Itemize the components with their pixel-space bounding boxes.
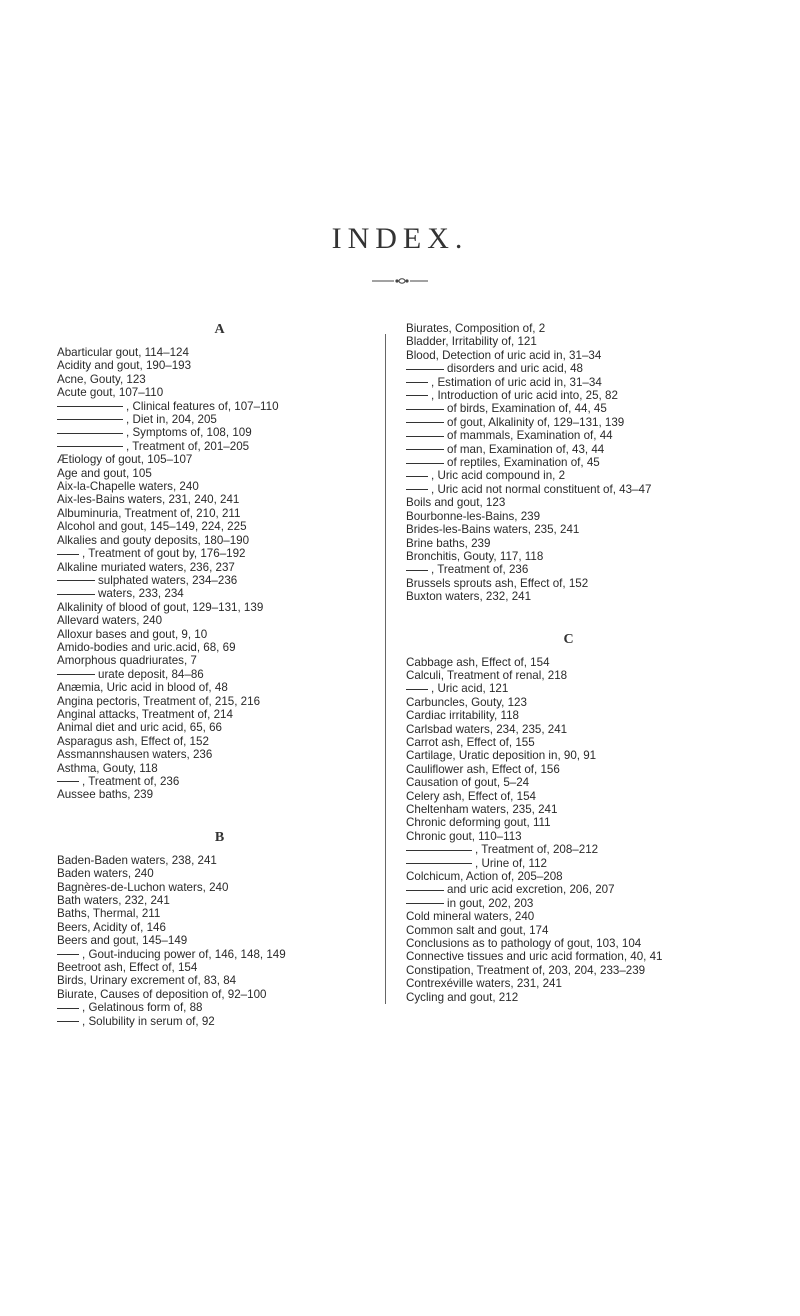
index-entry: Bladder, Irritability of, 121	[406, 335, 537, 349]
index-entry: , Solubility in serum of, 92	[57, 1015, 382, 1028]
index-entry: Carbuncles, Gouty, 123	[406, 695, 527, 709]
index-entry: , Uric acid, 121	[406, 682, 731, 695]
index-entry: Baden waters, 240	[57, 867, 154, 881]
index-entry: Biurates, Composition of, 2	[406, 322, 546, 335]
index-entry: Bath waters, 232, 241	[57, 894, 170, 908]
index-entry: , Uric acid compound in, 2	[406, 469, 731, 482]
index-entry: in gout, 202, 203	[406, 897, 731, 910]
index-entry: waters, 233, 234	[57, 587, 382, 600]
title-ornament	[372, 276, 428, 286]
index-entry: of reptiles, Examination of, 45	[406, 456, 731, 469]
index-entry: Cold mineral waters, 240	[406, 910, 535, 924]
index-entry: , Urine of, 112	[406, 857, 731, 870]
index-entry: Common salt and gout, 174	[406, 923, 549, 937]
index-entry: Colchicum, Action of, 205–208	[406, 870, 563, 884]
index-entry: , Introduction of uric acid into, 25, 82	[406, 389, 731, 402]
index-entry: , Estimation of uric acid in, 31–34	[406, 376, 731, 389]
section-letter-a: A	[214, 322, 225, 337]
index-entry: of mammals, Examination of, 44	[406, 429, 731, 442]
index-entry: Alkalinity of blood of gout, 129–131, 139	[57, 600, 264, 614]
index-entry: Contrexéville waters, 231, 241	[406, 977, 562, 991]
index-entry: Beers and gout, 145–149	[57, 934, 188, 948]
index-entry: Cabbage ash, Effect of, 154	[406, 655, 550, 669]
index-entry: Amido-bodies and uric.acid, 68, 69	[57, 640, 236, 654]
index-entry: Baden-Baden waters, 238, 241	[57, 853, 217, 867]
index-entry: Cauliflower ash, Effect of, 156	[406, 762, 560, 776]
page-title: INDEX.	[331, 222, 469, 255]
index-entry: Assmannshausen waters, 236	[57, 748, 213, 762]
entries-a	[57, 346, 382, 802]
index-entry: Buxton waters, 232, 241	[406, 590, 532, 604]
index-entry: Albuminuria, Treatment of, 210, 211	[57, 506, 241, 520]
index-entry: Cycling and gout, 212	[406, 990, 519, 1004]
index-entry: , Treatment of, 201–205	[57, 440, 382, 453]
index-entry: Bronchitis, Gouty, 117, 118	[406, 549, 544, 563]
index-entry: of birds, Examination of, 44, 45	[406, 402, 731, 415]
index-entry: Carlsbad waters, 234, 235, 241	[406, 722, 568, 736]
index-entry: Asthma, Gouty, 118	[57, 761, 158, 775]
index-entry: Bagnères-de-Luchon waters, 240	[57, 880, 229, 894]
index-entry: Asparagus ash, Effect of, 152	[57, 734, 209, 748]
index-entry: Blood, Detection of uric acid in, 31–34	[406, 348, 602, 362]
index-entry: Brussels sprouts ash, Effect of, 152	[406, 576, 589, 590]
index-entry: Chronic gout, 110–113	[406, 829, 522, 843]
index-entry: Aix-la-Chapelle waters, 240	[57, 480, 199, 494]
index-entry: urate deposit, 84–86	[57, 668, 382, 681]
index-entry: Conclusions as to pathology of gout, 103, 104	[406, 937, 642, 951]
index-entry: Alkaline muriated waters, 236, 237	[57, 560, 235, 574]
index-entry: , Treatment of, 236	[406, 563, 731, 576]
index-entry: Birds, Urinary excrement of, 83, 84	[57, 974, 237, 988]
index-entry: Cheltenham waters, 235, 241	[406, 803, 558, 816]
index-entry: Causation of gout, 5–24	[406, 776, 530, 790]
index-entry: Brides-les-Bains waters, 235, 241	[406, 523, 580, 537]
entries-c	[406, 656, 731, 1005]
index-entry: Baths, Thermal, 211	[57, 907, 161, 921]
index-entry: Bourbonne-les-Bains, 239	[406, 509, 541, 523]
index-entry: Anæmia, Uric acid in blood of, 48	[57, 681, 228, 695]
index-entry: , Treatment of, 236	[57, 775, 382, 788]
index-entry: , Uric acid not normal constituent of, 43–47	[406, 483, 731, 496]
index-entry: sulphated waters, 234–236	[57, 574, 382, 587]
index-entry: of man, Examination of, 43, 44	[406, 443, 731, 456]
index-entry: Calculi, Treatment of renal, 218	[406, 668, 568, 682]
index-entry: Carrot ash, Effect of, 155	[406, 735, 535, 749]
index-entry: Alloxur bases and gout, 9, 10	[57, 627, 208, 641]
index-entry: Anginal attacks, Treatment of, 214	[57, 707, 233, 721]
index-entry: Cardiac irritability, 118	[406, 709, 519, 723]
section-letter-b: B	[214, 829, 225, 845]
index-entry: , Diet in, 204, 205	[57, 413, 382, 426]
index-entry: Alkalies and gouty deposits, 180–190	[57, 533, 250, 547]
index-entry: Abarticular gout, 114–124	[57, 346, 189, 359]
index-entry: and uric acid excretion, 206, 207	[406, 883, 731, 896]
left-column	[57, 322, 382, 1028]
index-entry: Celery ash, Effect of, 154	[406, 789, 536, 803]
entries-b-left	[57, 854, 382, 1028]
index-entry: of gout, Alkalinity of, 129–131, 139	[406, 416, 731, 429]
index-entry: Cartilage, Uratic deposition in, 90, 91	[406, 749, 597, 763]
index-entry: Alcohol and gout, 145–149, 224, 225	[57, 520, 247, 534]
index-entry: Animal diet and uric acid, 65, 66	[57, 721, 222, 735]
index-entry: , Gout-inducing power of, 146, 148, 149	[57, 948, 382, 961]
index-entry: Boils and gout, 123	[406, 496, 506, 510]
index-entry: Aix-les-Bains waters, 231, 240, 241	[57, 493, 240, 507]
index-entry: Acne, Gouty, 123	[57, 372, 146, 386]
index-entry: Brine baths, 239	[406, 536, 491, 550]
index-entry: , Clinical features of, 107–110	[57, 400, 382, 413]
index-entry: Biurate, Causes of deposition of, 92–100	[57, 987, 267, 1001]
right-column	[406, 322, 731, 1004]
index-entry: Age and gout, 105	[57, 466, 152, 480]
index-entry: Beers, Acidity of, 146	[57, 920, 166, 934]
column-divider	[385, 334, 386, 1004]
index-entry: Acidity and gout, 190–193	[57, 359, 192, 373]
index-entry: , Treatment of gout by, 176–192	[57, 547, 382, 560]
index-entry: , Treatment of, 208–212	[406, 843, 731, 856]
index-entry: Amorphous quadriurates, 7	[57, 654, 197, 668]
index-entry: Allevard waters, 240	[57, 614, 163, 628]
index-entry: , Symptoms of, 108, 109	[57, 426, 382, 439]
index-entry: disorders and uric acid, 48	[406, 362, 731, 375]
index-entry: Ætiology of gout, 105–107	[57, 453, 193, 467]
index-entry: Chronic deforming gout, 111	[406, 816, 551, 830]
index-entry: Aussee baths, 239	[57, 788, 154, 802]
index-entry: , Gelatinous form of, 88	[57, 1001, 382, 1014]
index-entry: Connective tissues and uric acid formation, 40, 41	[406, 950, 663, 964]
section-letter-c: C	[563, 631, 574, 647]
index-entry: Acute gout, 107–110	[57, 386, 164, 400]
index-entry: Constipation, Treatment of, 203, 204, 233–239	[406, 963, 646, 977]
index-entry: Beetroot ash, Effect of, 154	[57, 961, 198, 975]
index-entry: Angina pectoris, Treatment of, 215, 216	[57, 694, 261, 708]
entries-b-right	[406, 322, 731, 604]
